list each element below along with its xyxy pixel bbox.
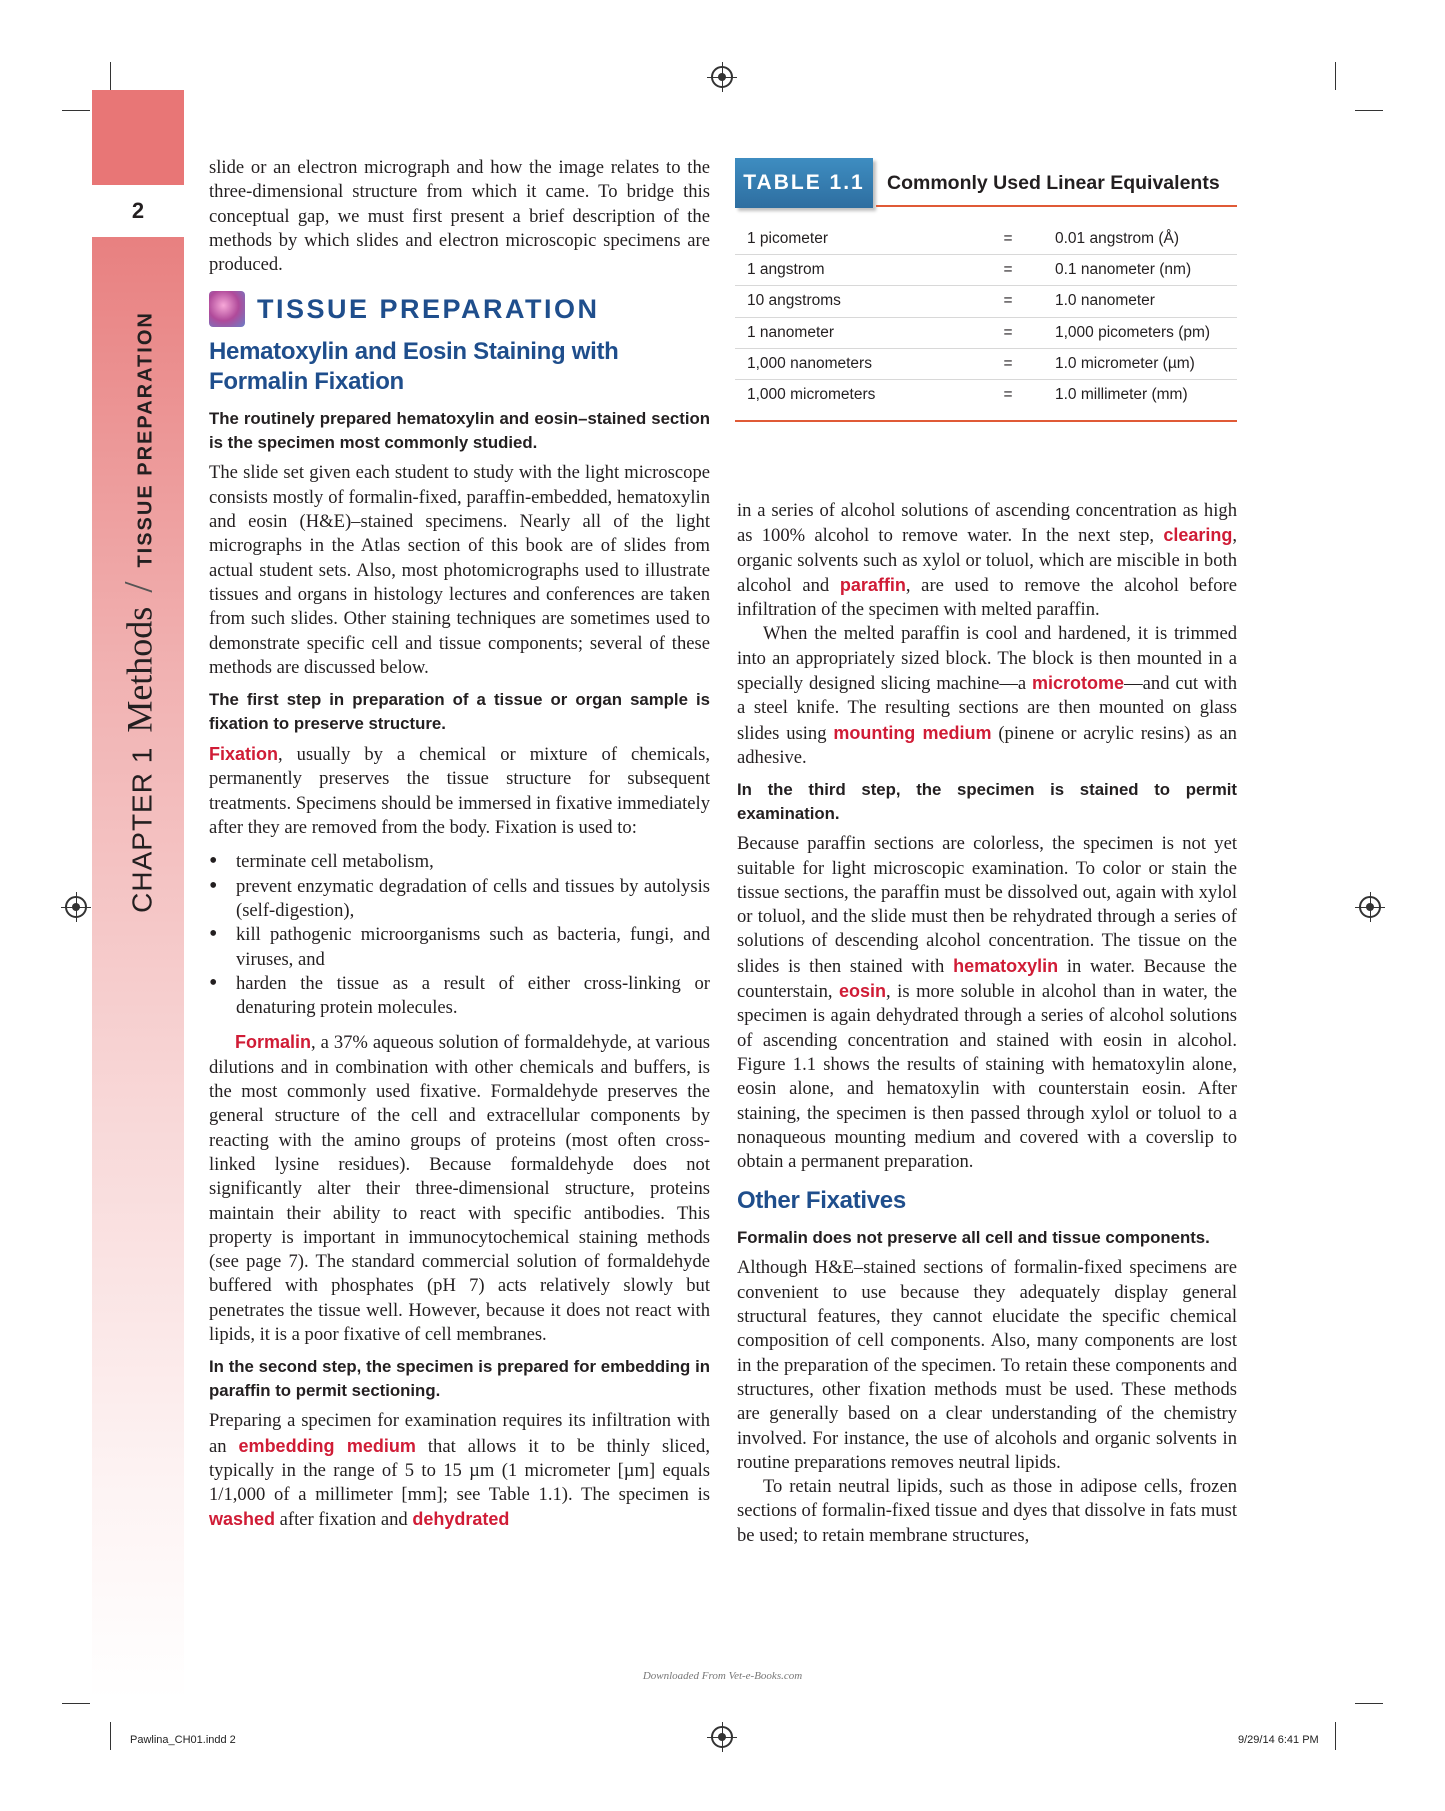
table-cell: 1,000 nanometers [747,354,872,372]
key-point: The first step in preparation of a tissue or organ sample is fixation to preserve structure. [209,690,710,734]
paragraph: Although H&E–stained sections of formalin-fixed specimens are convenient to use because they adequately display general structural features, they cannot elucidate the specific chemical composition of cell components. Also, many components are lost in the preparation of the specimen. To retain these components and structures, other fixation methods must be used. These methods are generally based on a clear understanding of the chemistry involved. For instance, the use of alcohols and organic solvents in routine preparations removes neutral lipids. [737,1257,1237,1473]
table-tag: TABLE 1.1 [735,158,873,208]
term-paraffin: paraffin [839,574,906,595]
paragraph-text: in water. Because the counterstain, [737,955,1238,1003]
right-column [737,499,1237,1548]
subheading: Other Fixatives [737,1187,906,1215]
table-row [735,318,1237,349]
paragraph-text: When the melted paraffin is cool and hardened, it is trimmed into an appropriately sized block. The block is then mounted in a specially designed slicing machine—a [737,623,1237,695]
table-cell: 1.0 micrometer (µm) [1055,354,1195,372]
paragraph-text: , is more soluble in alcohol than in water, the specimen is again dehydrated through a series of alcohol solutions of ascending concentration and stained with eosin in alcohol. Figure 1.1 shows the results of staining with hematoxylin alone, eosin alone, and hematoxylin with counterstain eosin. After staining, the specimen is then passed through xylol or toluol to a nonaqueous mounting medium and covered with a coverslip to obtain a permanent preparation. [737,981,1237,1173]
paragraph [209,1030,710,1347]
table-cell: 1.0 nanometer [1055,292,1155,310]
left-column [209,156,710,1533]
term-eosin: eosin [839,981,887,1002]
paragraph-text: in a series of alcohol solutions of ascending concentration as high as 100% alcohol to remove water. In the next step, [737,500,1237,547]
subheading: Hematoxylin and Eosin Staining with Formalin Fixation [209,338,619,396]
crop-mark [1355,1703,1383,1704]
intro-paragraph: slide or an electron micrograph and how the image relates to the three-dimensional structure from which it came. To bridge this conceptual gap, we must first present a brief description of the methods by which slides and electron microscopic specimens are produced. [209,157,710,276]
table-cell: 1 nanometer [747,323,835,341]
table-cell: = [1003,261,1013,279]
paragraph-text: , are used to remove the alcohol before infiltration of the specimen with melted paraffin. [737,574,1237,621]
table [735,224,1237,410]
registration-mark-icon [1359,896,1381,918]
running-head [115,311,162,913]
registration-mark-icon [711,1726,733,1748]
bullet-list [209,850,710,1020]
paragraph [209,1409,710,1532]
table-rule [735,420,1237,422]
paragraph [737,832,1237,1174]
paragraph-text: that allows it to be thinly sliced, typically in the range of 5 to 15 µm (1 micrometer [µm] equals 1/1,000 of a millimeter [mm]; see Table 1.1). The specimen is [209,1435,711,1506]
paragraph-text: Because paraffin sections are colorless, the specimen is not yet suitable for light microscopic examination. To color or stain the tissue sections, the paraffin must be dissolved out, again with xylol or toluol, and the slide must then be rehydrated through a series of solutions of descending alcohol concentration. The tissue on the slides is then stained with [737,833,1237,977]
tissue-section-icon [209,291,245,327]
paragraph: The slide set given each student to study with the light microscope consists mostly of formalin-fixed, paraffin-embedded, hematoxylin and eosin (H&E)–stained specimens. Nearly all of the light micrographs in the Atlas section of this book are of slides from actual student sets. Also, most photomicrographs used to illustrate tissues and organs in histology lectures and conferences are taken from such slides. Other staining techniques are sometimes used to demonstrate specific cell and tissue components; several of these methods are discussed below. [209,462,710,678]
list-item: • prevent enzymatic degradation of cells and tissues by autolysis (self-digestion), [236,875,710,924]
table-cell: 1 angstrom [747,261,825,279]
paragraph-text: , usually by a chemical or mixture of chemicals, permanently preserves the tissue structure for subsequent treatments. Specimens should be immersed in fixative immediately after they are removed from the body. Fixation is used to: [209,744,710,839]
paragraph [737,622,1237,770]
term-washed: washed [209,1509,276,1530]
footer-file: Pawlina_CH01.indd 2 [130,1734,236,1746]
list-item: • kill pathogenic microorganisms such as bacteria, fungi, and viruses, and [236,923,710,972]
crop-mark [62,110,90,111]
registration-mark-icon [711,66,733,88]
crop-mark [1335,1722,1336,1750]
table-row [735,224,1237,255]
table-row [735,349,1237,380]
paragraph-text: (pinene or acrylic resins) as an adhesive. [737,722,1237,768]
chapter-label: CHAPTER 1 [126,746,158,913]
table-cell: 1,000 micrometers [747,386,876,404]
table-cell: 1,000 picometers (pm) [1055,323,1211,341]
table-cell: = [1003,386,1013,404]
table-cell: 1 picometer [747,230,828,248]
paragraph-text: Preparing a specimen for examination requires its infiltration with an [209,1410,710,1457]
registration-mark-icon [65,896,87,918]
key-point: In the third step, the specimen is stained to permit examination. [737,780,1237,824]
key-point: In the second step, the specimen is prepared for embedding in paraffin to permit sectioning. [209,1357,710,1401]
table-rule [876,205,1237,207]
paragraph [737,499,1237,622]
key-point: The routinely prepared hematoxylin and eosin–stained section is the specimen most commonly studied. [209,409,710,453]
table-row [735,286,1237,317]
table-row [735,255,1237,286]
page-number: 2 [92,185,184,237]
watermark: Downloaded From Vet-e-Books.com [642,1670,803,1682]
table-row [735,380,1237,410]
crop-mark [62,1703,90,1704]
table-cell: 1.0 millimeter (mm) [1055,386,1188,404]
term-fixation: Fixation [209,744,279,765]
section-heading-text: TISSUE PREPARATION [257,294,600,325]
term-formalin: Formalin [235,1032,312,1053]
crop-mark [1335,62,1336,90]
table-cell: 0.01 angstrom (Å) [1055,230,1180,248]
table-cell: = [1003,323,1013,341]
term-mounting-medium: mounting medium [833,722,992,743]
term-microtome: microtome [1032,673,1125,694]
paragraph-text: —and cut with a steel knife. The resulting sections are then mounted on glass slides using [737,673,1237,744]
section-label: TISSUE PREPARATION [134,311,157,568]
list-item: • harden the tissue as a result of either cross-linking or denaturing protein molecules. [236,972,710,1021]
paragraph-text: , a 37% aqueous solution of formaldehyde, at various dilutions and in combination with other chemicals and buffers, is the most commonly used fixative. Formaldehyde preserves the general structure of the cell and extracellular components by reacting with the amino groups of proteins (most often cross-linked lysine residues). Because formaldehyde does not significantly alter their three-dimensional structure, proteins maintain their ability to react with specific antibodies. This property is important in immunocytochemical staining methods (see page 7). The standard commercial solution of formaldehyde buffered with phosphates (pH 7) acts relatively slowly but penetrates the tissue well. However, because it does not react with lipids, it is a poor fixative of cell membranes. [209,1032,710,1345]
term-embedding-medium: embedding medium [238,1435,416,1456]
list-item: • terminate cell metabolism, [236,850,710,874]
section-heading [209,291,710,327]
running-head-separator: / [115,581,161,593]
footer-date: 9/29/14 6:41 PM [1238,1734,1319,1746]
paragraph [209,742,710,840]
table-cell: = [1003,354,1013,372]
crop-mark [1355,110,1383,111]
paragraph: To retain neutral lipids, such as those in adipose cells, frozen sections of formalin-fixed tissue and dyes that dissolve in fats must be used; to retain membrane structures, [737,1476,1237,1546]
term-clearing: clearing [1163,525,1233,546]
paragraph-text: , organic solvents such as xylol or toluol, which are miscible in both alcohol and [737,525,1237,596]
table-cell: 0.1 nanometer (nm) [1055,261,1192,279]
term-dehydrated: dehydrated [412,1509,510,1530]
table-cell: = [1003,230,1013,248]
key-point: Formalin does not preserve all cell and tissue components. [737,1228,1210,1248]
term-hematoxylin: hematoxylin [953,955,1059,976]
table-cell: = [1003,292,1013,310]
crop-mark [110,1722,111,1750]
chapter-title: Methods [119,606,160,733]
table-title: Commonly Used Linear Equivalents [887,172,1220,194]
table-cell: 10 angstroms [747,292,841,310]
paragraph-text: after fixation and [275,1509,413,1531]
crop-mark [110,62,111,90]
